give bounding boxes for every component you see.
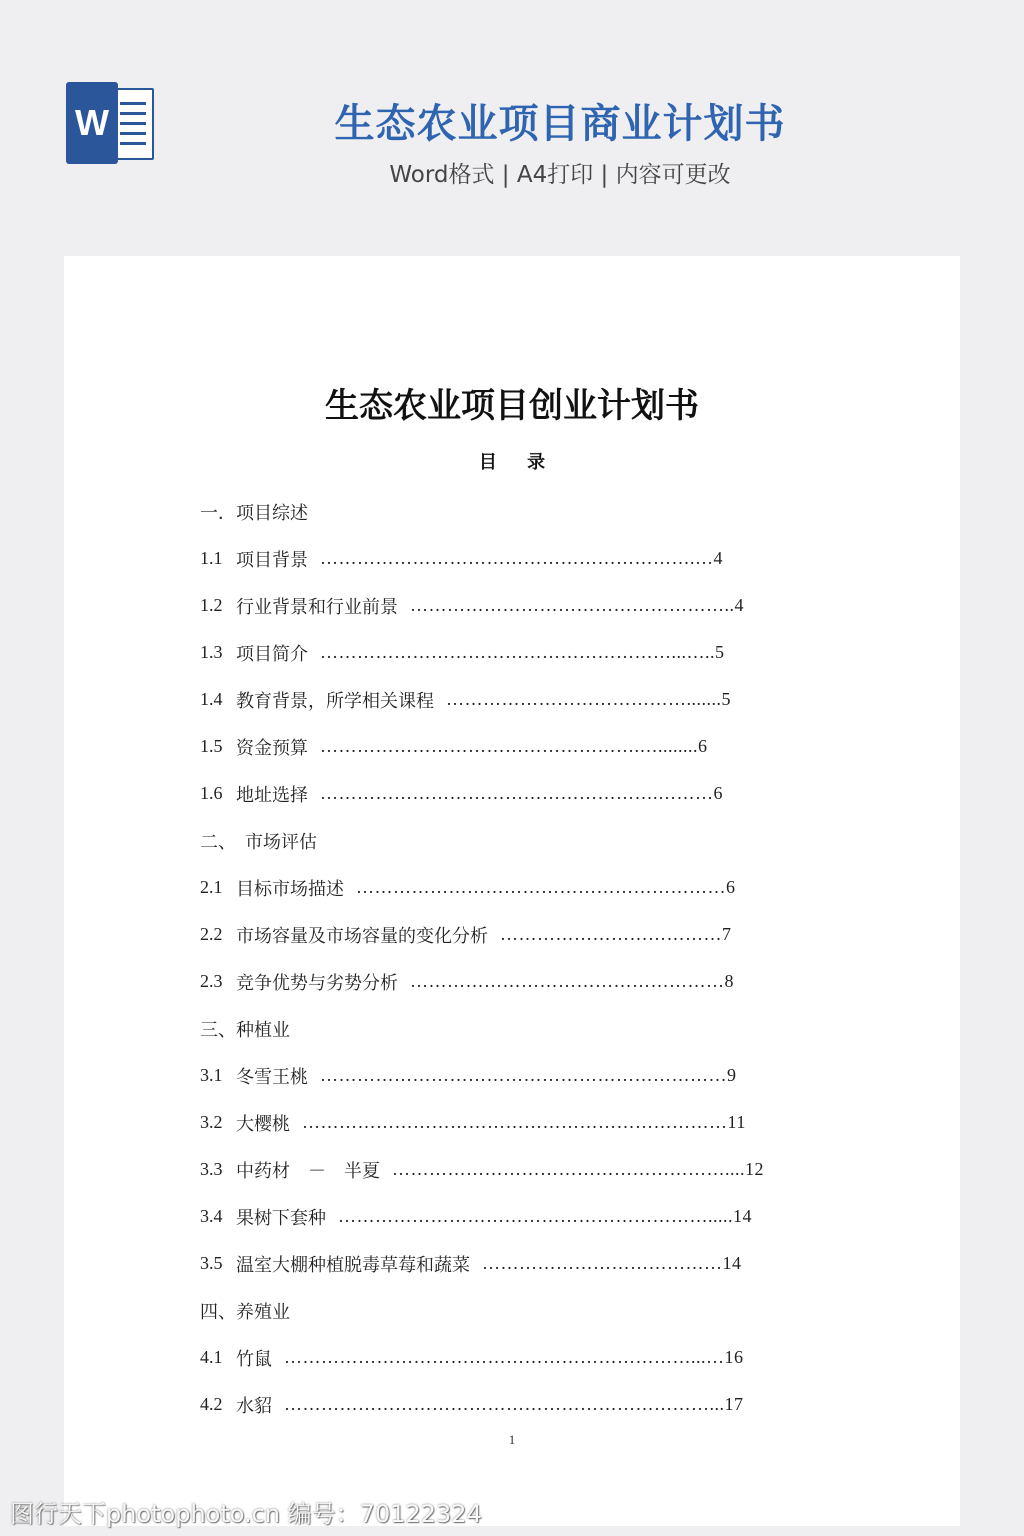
toc-label: 水貂 <box>236 1395 272 1417</box>
toc-number: 1.1 <box>200 548 223 568</box>
toc-number: 3.3 <box>200 1159 223 1179</box>
toc-number: 1.2 <box>200 595 223 615</box>
header-subtitle: Word格式 | A4打印 | 内容可更改 <box>389 162 731 188</box>
toc-entry <box>200 1334 820 1381</box>
toc-leader-page: ……………………………………………………………11 <box>302 1112 746 1132</box>
toc-number: 3.4 <box>200 1206 223 1226</box>
toc-number: 3.2 <box>200 1112 223 1132</box>
toc-entry <box>200 488 820 535</box>
toc-number: 2.3 <box>200 971 223 991</box>
toc-label: 一．项目综述 <box>200 502 308 524</box>
toc-label: 三、种植业 <box>200 1019 290 1041</box>
toc-entry <box>200 629 820 676</box>
toc-entry <box>200 1052 820 1099</box>
toc-leader-page: …………………………………14 <box>482 1253 742 1273</box>
toc-entry <box>200 535 820 582</box>
word-logo-letter: W <box>66 82 118 164</box>
toc-leader-page: ……………………………………………8 <box>410 971 734 991</box>
word-logo-icon <box>66 82 156 164</box>
toc-leader-page: ……………………………………………………6 <box>356 877 736 897</box>
toc-label: 行业背景和行业前景 <box>236 596 398 618</box>
toc-leader-page: ………………………………………………....12 <box>392 1159 764 1179</box>
document-title: 生态农业项目创业计划书 <box>325 386 699 426</box>
toc-entry <box>200 1193 820 1240</box>
toc-entry <box>200 1240 820 1287</box>
toc-label: 冬雪王桃 <box>236 1066 308 1088</box>
header-title: 生态农业项目商业计划书 <box>334 101 786 147</box>
toc-label: 二、 市场评估 <box>200 831 317 853</box>
toc-label: 果树下套种 <box>236 1207 326 1229</box>
toc-number: 4.2 <box>200 1394 223 1414</box>
toc-leader-page: ………………………………….......5 <box>446 689 731 709</box>
toc-label: 项目简介 <box>236 643 308 665</box>
toc-label: 教育背景，所学相关课程 <box>236 690 434 712</box>
toc-number: 2.1 <box>200 877 223 897</box>
toc-entry <box>200 958 820 1005</box>
toc-label: 中药材 － 半夏 <box>236 1160 380 1182</box>
toc-entry <box>200 1005 820 1052</box>
toc-label: 地址选择 <box>236 784 308 806</box>
toc-label: 竹鼠 <box>236 1348 272 1370</box>
toc-entry <box>200 1381 820 1428</box>
toc-leader-page: …………………………………………….…........6 <box>320 736 708 756</box>
watermark: 图行天下photophoto.cn 编号：70122324 <box>10 1500 482 1528</box>
toc-number: 3.5 <box>200 1253 223 1273</box>
toc-leader-page: …………………………………………………….....14 <box>338 1206 752 1226</box>
toc-leader-page: …………………………………………………...…..5 <box>320 642 725 662</box>
toc-label: 四、养殖业 <box>200 1301 290 1323</box>
toc-number: 3.1 <box>200 1065 223 1085</box>
toc-leader-page: …………………………………………………………...…16 <box>284 1347 744 1367</box>
toc-entry <box>200 723 820 770</box>
toc-number: 1.5 <box>200 736 223 756</box>
toc-entry <box>200 817 820 864</box>
toc-leader-page: ……………………………………………….………6 <box>320 783 723 803</box>
toc-label: 项目背景 <box>236 549 308 571</box>
toc-entry <box>200 864 820 911</box>
toc-entry <box>200 1287 820 1334</box>
toc-label: 目标市场描述 <box>236 878 344 900</box>
toc-label: 大樱桃 <box>236 1113 290 1135</box>
toc-leader-page: ………………………………7 <box>500 924 732 944</box>
table-of-contents <box>200 488 820 1428</box>
toc-leader-page: ……………………………………………………………...17 <box>284 1394 744 1414</box>
toc-number: 2.2 <box>200 924 223 944</box>
toc-heading: 目 录 <box>478 452 558 473</box>
toc-label: 资金预算 <box>236 737 308 759</box>
toc-leader-page: …………………………………………………….…4 <box>320 548 723 568</box>
toc-entry <box>200 911 820 958</box>
toc-label: 温室大棚种植脱毒草莓和蔬菜 <box>236 1254 470 1276</box>
toc-number: 4.1 <box>200 1347 223 1367</box>
toc-entry <box>200 1146 820 1193</box>
toc-number: 1.6 <box>200 783 223 803</box>
document-page <box>64 256 960 1526</box>
toc-label: 竞争优势与劣势分析 <box>236 972 398 994</box>
toc-leader-page: …………………………………………………………9 <box>320 1065 737 1085</box>
toc-leader-page: ……………………………………………..4 <box>410 595 744 615</box>
page-number: 1 <box>508 1432 516 1447</box>
toc-number: 1.4 <box>200 689 223 709</box>
toc-entry <box>200 770 820 817</box>
toc-number: 1.3 <box>200 642 223 662</box>
toc-entry <box>200 582 820 629</box>
toc-entry <box>200 676 820 723</box>
toc-entry <box>200 1099 820 1146</box>
toc-label: 市场容量及市场容量的变化分析 <box>236 925 488 947</box>
